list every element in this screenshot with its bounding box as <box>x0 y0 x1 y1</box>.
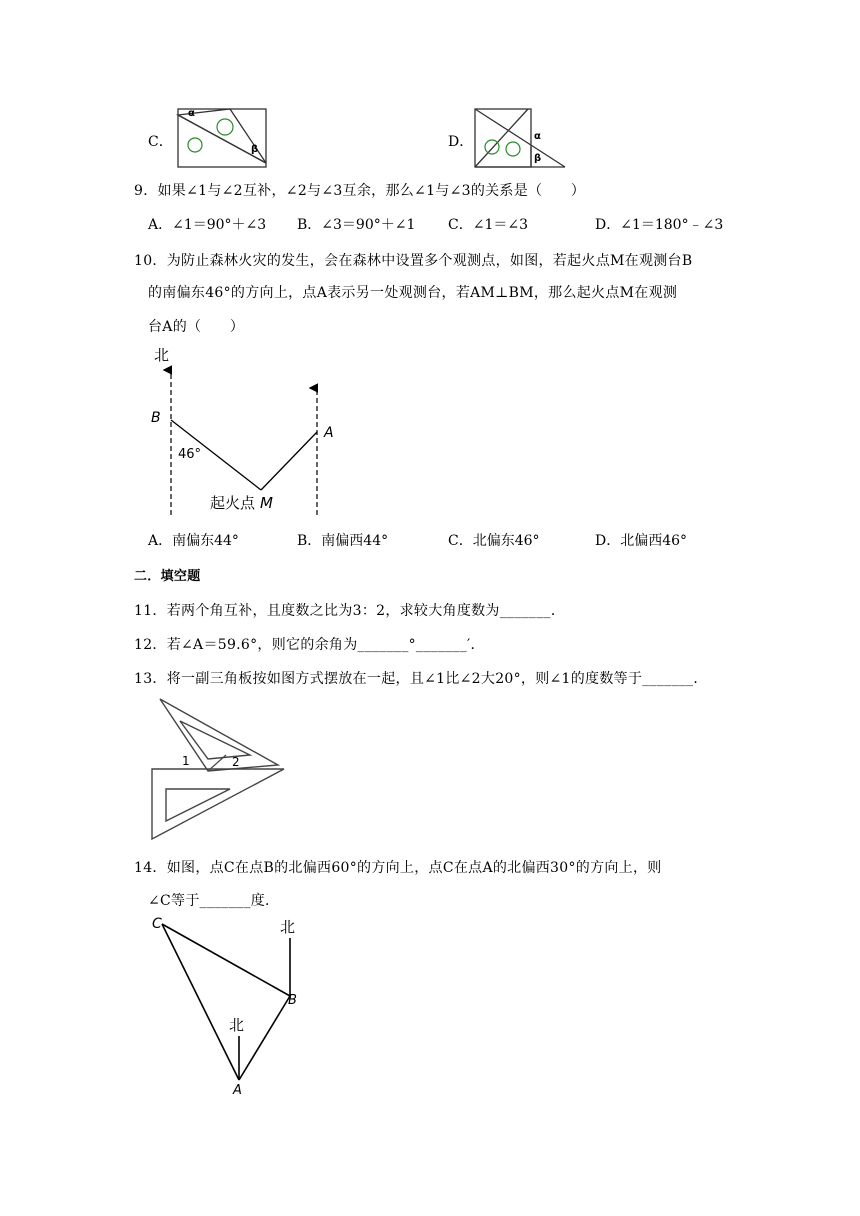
q12-text: 12．若∠A＝59.6°，则它的余角为_______°_______′． <box>134 637 485 653</box>
q14-point-a: A <box>233 1083 242 1098</box>
q10-point-a: A <box>324 425 334 441</box>
q13-angle-1: 1 <box>182 754 190 768</box>
q14-point-b: B <box>288 993 297 1008</box>
q11-text: 11．若两个角互补，且度数之比为3：2，求较大角度数为_______． <box>134 603 566 619</box>
q10-point-m: M <box>260 494 273 512</box>
q10-fire-label: 起火点 <box>210 494 256 512</box>
section-title-fill-in: 二．填空题 <box>134 569 201 584</box>
q13-text: 13．将一副三角板按如图方式摆放在一起，且∠1比∠2大20°，则∠1的度数等于_______． <box>134 671 708 687</box>
q9-option-d[interactable]: D．∠1＝180°﹣∠3 <box>595 217 724 233</box>
q8-option-c-label[interactable]: C． <box>148 134 173 150</box>
q14-line1: 14．如图，点C在点B的北偏西60°的方向上，点C在点A的北偏西30°的方向上，则 <box>134 860 662 876</box>
q8-figure-d <box>470 105 580 170</box>
q9-option-a[interactable]: A．∠1＝90°＋∠3 <box>148 217 267 233</box>
q8c-beta: β <box>251 144 259 155</box>
q10-north-label: 北 <box>154 346 170 364</box>
q10-point-b: B <box>151 410 161 426</box>
q8c-alpha: α <box>188 108 195 119</box>
q10-line2: 的南偏东46°的方向上，点A表示另一处观测台，若AM⊥BM，那么起火点M在观测 <box>148 285 678 301</box>
q10-angle-46: 46° <box>178 447 202 462</box>
q10-line3: 台A的（ ） <box>148 319 245 335</box>
q9-stem: 9．如果∠1与∠2互补，∠2与∠3互余，那么∠1与∠3的关系是（ ） <box>134 183 586 199</box>
q10-option-b[interactable]: B．南偏西44° <box>297 533 389 549</box>
q10-line1: 10．为防止森林火灾的发生，会在森林中设置多个观测点，如图，若起火点M在观测台B <box>134 253 693 269</box>
q14-point-c: C <box>152 916 162 932</box>
q9-option-c[interactable]: C．∠1＝∠3 <box>448 217 528 233</box>
q13-angle-2: 2 <box>232 755 240 769</box>
q10-option-a[interactable]: A．南偏东44° <box>148 533 239 549</box>
q8d-beta: β <box>534 153 542 164</box>
q8d-alpha: α <box>534 131 541 142</box>
q10-option-d[interactable]: D．北偏西46° <box>595 533 688 549</box>
q14-line2: ∠C等于_______度． <box>148 893 280 909</box>
q10-figure <box>148 340 348 520</box>
q14-figure <box>148 912 318 1097</box>
q8-option-d-label[interactable]: D． <box>448 134 474 150</box>
q10-option-c[interactable]: C．北偏东46° <box>448 533 540 549</box>
q9-option-b[interactable]: B．∠3＝90°＋∠1 <box>297 217 416 233</box>
q14-north-b: 北 <box>280 918 296 936</box>
q14-north-a: 北 <box>229 1016 245 1034</box>
q13-figure <box>148 693 288 843</box>
q8-figure-c <box>170 105 270 170</box>
